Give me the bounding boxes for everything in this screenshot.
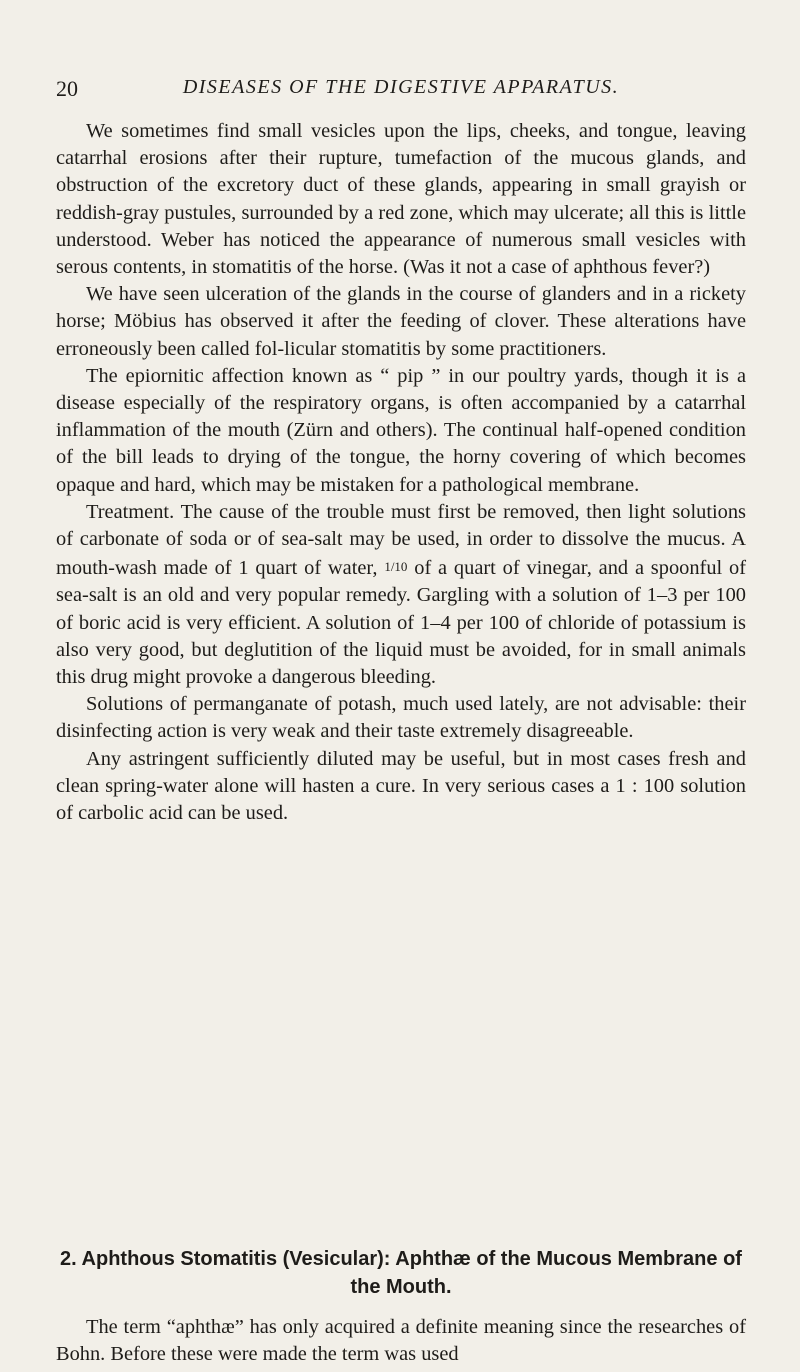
paragraph-astringent: Any astringent sufficiently diluted may be useful, but in most cases fresh and clean spring-water alone will hasten a cure. In very serious cases a 1 : 100 solution of carbolic acid can be used.	[56, 747, 746, 825]
fraction-one-tenth: 1/10	[384, 559, 408, 575]
treatment-continuation: of a quart of vinegar, and a spoonful of sea-salt is an old and very popular remedy. Gargling with a solution of 1–3 per 100 of boric acid is very efficient. A solution of 1–4 per 100 of chloride of potassium is also very good, but deglutition of the liquid must be avoided, for in small animals this drug might provoke a dangerous bleeding.	[56, 557, 746, 689]
running-title: DISEASES OF THE DIGESTIVE APPARATUS.	[182, 76, 620, 98]
paragraph-ulceration: We have seen ulceration of the glands in the course of glanders and in a rickety horse; Möbius has observed it after the feeding of clover. These alterations have erroneously been called fol-licular stomatitis by some practitioners.	[56, 283, 746, 360]
body-text	[56, 118, 746, 827]
paragraph-aphthae: The term “aphthæ” has only acquired a definite meaning since the researches of Bohn. Before these were made the term was used	[56, 1316, 746, 1366]
running-head	[56, 76, 746, 106]
page-number: 20	[56, 76, 78, 101]
section-body	[56, 1314, 746, 1368]
treatment-text: Treatment. The cause of the trouble must first be removed, then light solutions of carbonate of soda or of sea-salt may be used, in order to dissolve the mucus. A mouth-wash made of 1 quart of water,	[56, 500, 746, 580]
paragraph-pip: The epiornitic affection known as “ pip ” in our poultry yards, though it is a disease especially of the respiratory organs, is often accompanied by a catarrhal inflammation of the mouth (Zürn and others). The continual half-opened condition of the bill leads to drying of the tongue, the horny covering of which becomes opaque and hard, which may be mistaken for a pathological membrane.	[56, 364, 746, 496]
paragraph-treatment	[56, 499, 746, 691]
paragraph-vesicles: We sometimes find small vesicles upon the lips, cheeks, and tongue, leaving catarrhal erosions after their rupture, tumefaction of the mucous glands, and obstruction of the excretory duct of these glands, appearing in small grayish or reddish-gray pustules, surrounded by a red zone, which may ulcerate; all this is little understood. Weber has noticed the appearance of numerous small vesicles with serous contents, in stomatitis of the horse. (Was it not a case of aphthous fever?)	[56, 120, 746, 279]
paragraph-permanganate: Solutions of permanganate of potash, much used lately, are not advisable: their disinfecting action is very weak and their taste extremely disagreeable.	[56, 693, 746, 743]
section-heading: 2. Aphthous Stomatitis (Vesicular): Aphthæ of the Mucous Membrane of the Mouth.	[60, 1248, 742, 1298]
